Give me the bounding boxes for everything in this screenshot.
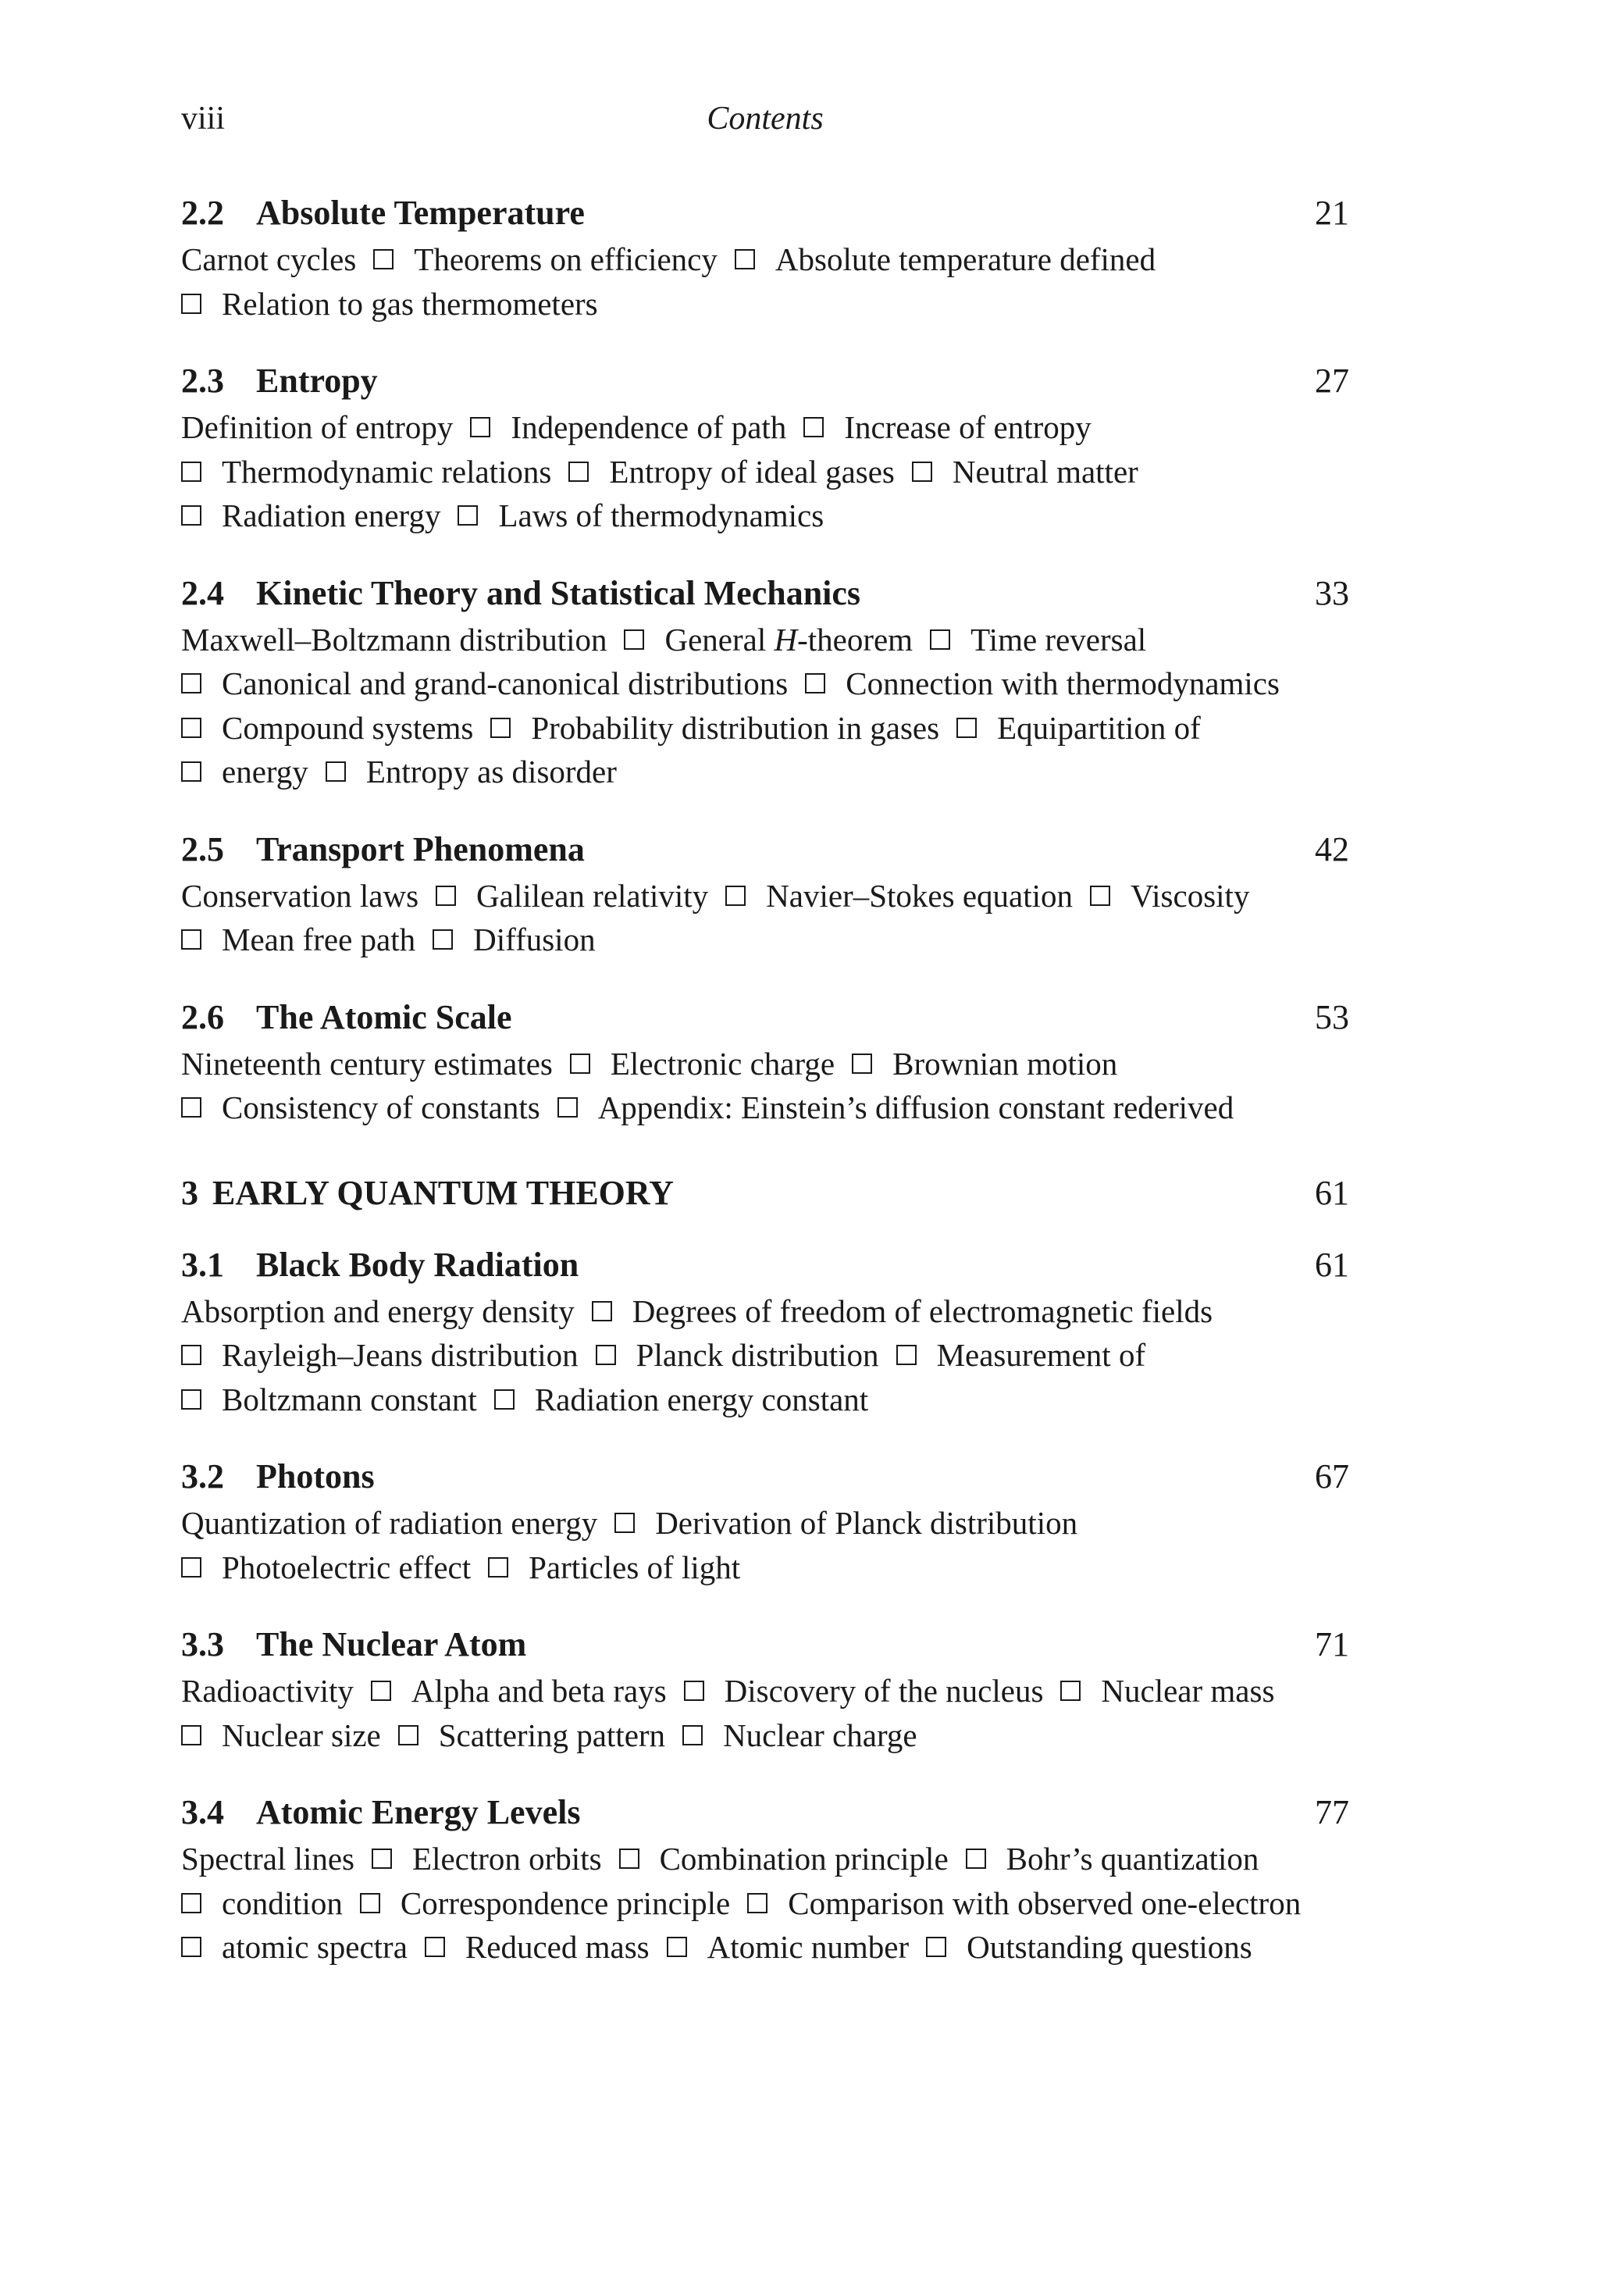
topic-list [181, 1669, 1349, 1757]
separator-box-icon [930, 629, 950, 650]
separator-box-icon [181, 462, 201, 482]
topic-line [181, 494, 1349, 538]
topic-item: Entropy as disorder [365, 754, 617, 790]
separator-box-icon [181, 1345, 201, 1365]
topic-item: Brownian motion [892, 1045, 1118, 1082]
topic-item: Absorption and energy density [181, 1292, 575, 1329]
section-title-line [181, 1454, 375, 1499]
separator-box-icon [425, 1937, 445, 1957]
toc-section[interactable] [181, 571, 1349, 794]
separator-box-icon [181, 1725, 201, 1745]
section-title: Entropy [256, 362, 378, 400]
topic-list [181, 1501, 1349, 1589]
separator-box-icon [398, 1725, 418, 1745]
chapter-title: EARLY QUANTUM THEORY [212, 1173, 674, 1212]
section-title-line [181, 191, 585, 236]
topic-item: Absolute temperature defined [775, 241, 1156, 277]
separator-box-icon [458, 505, 478, 526]
section-number: 2.6 [181, 997, 224, 1036]
topic-item: Radiation energy [222, 497, 441, 533]
toc-section[interactable] [181, 1790, 1349, 1970]
separator-box-icon [682, 1725, 703, 1745]
topic-line [181, 1546, 1349, 1590]
topic-item: condition [222, 1884, 343, 1921]
table-of-contents [181, 191, 1349, 2002]
separator-box-icon [1060, 1681, 1081, 1701]
topic-item: Atomic number [707, 1929, 910, 1965]
section-page-number: 77 [1315, 1793, 1349, 1831]
topic-item: Viscosity [1131, 877, 1250, 914]
separator-box-icon [1090, 886, 1110, 906]
topic-item: Carnot cycles [181, 241, 357, 277]
separator-box-icon [568, 462, 589, 482]
toc-section[interactable] [181, 995, 1349, 1130]
topic-item: Derivation of Planck distribution [655, 1505, 1078, 1541]
topic-list [181, 1837, 1349, 1970]
separator-box-icon [624, 629, 644, 650]
topic-item: Definition of entropy [181, 409, 454, 445]
topic-item: Particles of light [529, 1549, 741, 1585]
sections-chapter-3 [181, 1242, 1349, 1970]
topic-line [181, 706, 1349, 750]
section-heading [181, 191, 1349, 236]
section-title: Black Body Radiation [256, 1245, 579, 1284]
topic-item: Diffusion [473, 922, 596, 957]
topic-item: Consistency of constants [222, 1089, 540, 1125]
separator-box-icon [619, 1849, 639, 1869]
section-page-number: 61 [1315, 1245, 1349, 1284]
section-heading [181, 827, 1349, 872]
section-number: 3.4 [181, 1793, 224, 1831]
section-heading [181, 1622, 1349, 1667]
separator-box-icon [592, 1301, 612, 1321]
section-title-line [181, 358, 378, 404]
topic-item: Connection with thermodynamics [846, 665, 1280, 701]
separator-box-icon [181, 294, 201, 314]
topic-line [181, 1669, 1349, 1713]
topic-line [181, 1925, 1349, 1970]
toc-section[interactable] [181, 827, 1349, 962]
topic-item: Bohr’s quantization [1006, 1841, 1259, 1877]
separator-box-icon [614, 1513, 635, 1533]
topic-item: Comparison with observed one-electron [788, 1884, 1302, 1921]
topic-item: Outstanding questions [967, 1929, 1252, 1965]
separator-box-icon [181, 673, 201, 693]
topic-item: General H-theorem [664, 621, 913, 658]
topic-line [181, 450, 1349, 494]
topic-line [181, 874, 1349, 918]
separator-box-icon [570, 1054, 590, 1074]
topic-list [181, 618, 1349, 794]
section-title: Photons [256, 1457, 375, 1496]
topic-item: Probability distribution in gases [531, 709, 940, 746]
separator-box-icon [926, 1937, 946, 1957]
topic-item: Theorems on efficiency [414, 241, 718, 277]
topic-item: Laws of thermodynamics [498, 497, 824, 533]
topic-item: Conservation laws [181, 877, 419, 914]
topic-item: Appendix: Einstein’s diffusion constant rederived [597, 1089, 1234, 1125]
separator-box-icon [181, 761, 201, 782]
topic-item: Equipartition of [997, 709, 1201, 746]
topic-line [181, 405, 1349, 450]
topic-list [181, 405, 1349, 538]
separator-box-icon [596, 1345, 616, 1365]
separator-box-icon [326, 761, 346, 782]
topic-list [181, 1042, 1349, 1130]
topic-line [181, 1289, 1349, 1334]
section-heading [181, 1242, 1349, 1288]
section-title-line [181, 1242, 579, 1288]
topic-item: Thermodynamic relations [222, 453, 552, 490]
section-title: Kinetic Theory and Statistical Mechanics [256, 573, 861, 612]
topic-item: Nuclear mass [1101, 1673, 1275, 1709]
topic-item: Electron orbits [412, 1841, 602, 1877]
topic-item: Electronic charge [610, 1045, 835, 1082]
section-title-line [181, 827, 585, 872]
section-title: The Nuclear Atom [256, 1625, 527, 1663]
section-title: Absolute Temperature [256, 194, 585, 232]
section-heading [181, 1454, 1349, 1499]
topic-line [181, 1837, 1349, 1881]
section-number: 2.3 [181, 362, 224, 400]
separator-box-icon [181, 1097, 201, 1118]
topic-item: Rayleigh–Jeans distribution [222, 1337, 579, 1373]
separator-box-icon [181, 1893, 201, 1913]
separator-box-icon [490, 718, 511, 738]
section-page-number: 42 [1315, 829, 1349, 868]
topic-item: Nuclear charge [723, 1717, 917, 1753]
topic-item: Nineteenth century estimates [181, 1045, 553, 1082]
section-title: Transport Phenomena [256, 829, 585, 868]
section-heading [181, 571, 1349, 616]
section-page-number: 71 [1315, 1625, 1349, 1663]
topic-item: Alpha and beta rays [411, 1673, 667, 1709]
topic-item: Scattering pattern [438, 1717, 666, 1753]
separator-box-icon [181, 718, 201, 738]
section-number: 2.4 [181, 573, 224, 612]
separator-box-icon [371, 1681, 391, 1701]
topic-item: Correspondence principle [400, 1884, 731, 1921]
separator-box-icon [725, 886, 746, 906]
topic-line [181, 618, 1349, 662]
section-number: 3.2 [181, 1457, 224, 1496]
topic-list [181, 1289, 1349, 1422]
separator-box-icon [747, 1893, 767, 1913]
topic-line [181, 750, 1349, 794]
separator-box-icon [852, 1054, 872, 1074]
separator-box-icon [181, 505, 201, 526]
h-symbol: H [774, 621, 798, 658]
separator-box-icon [966, 1849, 986, 1869]
topic-item: Radioactivity [181, 1673, 354, 1709]
separator-box-icon [181, 1557, 201, 1578]
toc-section[interactable] [181, 1242, 1349, 1422]
section-page-number: 33 [1315, 573, 1349, 612]
separator-box-icon [956, 718, 977, 738]
topic-item: Photoelectric effect [222, 1549, 472, 1585]
section-number: 3.3 [181, 1625, 224, 1663]
topic-item: Neutral matter [952, 453, 1138, 490]
topic-item: Galilean relativity [476, 877, 709, 914]
separator-box-icon [667, 1937, 687, 1957]
topic-item: Degrees of freedom of electromagnetic fields [632, 1292, 1213, 1329]
running-head-title: Contents [707, 101, 824, 137]
section-title: The Atomic Scale [256, 997, 512, 1036]
separator-box-icon [436, 886, 456, 906]
section-page-number: 53 [1315, 997, 1349, 1036]
topic-item: Boltzmann constant [222, 1381, 477, 1417]
separator-box-icon [557, 1097, 578, 1118]
topic-item: Combination principle [659, 1841, 949, 1877]
chapter-heading [181, 1171, 1349, 1216]
chapter-number: 3 [181, 1173, 198, 1212]
toc-section[interactable] [181, 1622, 1349, 1757]
separator-box-icon [373, 249, 394, 269]
toc-section[interactable] [181, 191, 1349, 326]
topic-item: Navier–Stokes equation [766, 877, 1074, 914]
separator-box-icon [181, 1937, 201, 1957]
section-title-line [181, 995, 512, 1040]
topic-line [181, 1333, 1349, 1378]
topic-item: Planck distribution [636, 1337, 879, 1373]
topic-item: Mean free path [222, 922, 416, 957]
topic-line [181, 1713, 1349, 1758]
separator-box-icon [803, 417, 824, 437]
topic-line [181, 1501, 1349, 1546]
section-number: 3.1 [181, 1245, 224, 1284]
section-heading [181, 1790, 1349, 1835]
section-number: 2.5 [181, 829, 224, 868]
chapter-entry[interactable] [181, 1171, 1349, 1216]
section-page-number: 67 [1315, 1457, 1349, 1496]
separator-box-icon [470, 417, 490, 437]
topic-line [181, 918, 1349, 962]
topic-item: atomic spectra [222, 1929, 408, 1965]
section-title-line [181, 1790, 580, 1835]
separator-box-icon [805, 673, 825, 693]
separator-box-icon [181, 1389, 201, 1410]
separator-box-icon [181, 929, 201, 950]
topic-item: Maxwell–Boltzmann distribution [181, 621, 607, 658]
topic-line [181, 237, 1349, 282]
chapter-title-line [181, 1171, 674, 1216]
topic-item: Reduced mass [465, 1929, 650, 1965]
section-heading [181, 358, 1349, 404]
sections-chapter-2 [181, 191, 1349, 1130]
topic-item: Discovery of the nucleus [724, 1673, 1044, 1709]
topic-item: Radiation energy constant [534, 1381, 869, 1417]
topic-item: Time reversal [970, 621, 1147, 658]
topic-line [181, 282, 1349, 326]
topic-item: Quantization of radiation energy [181, 1505, 598, 1541]
separator-box-icon [684, 1681, 704, 1701]
separator-box-icon [896, 1345, 917, 1365]
chapter-page-number: 61 [1315, 1173, 1349, 1212]
toc-section[interactable] [181, 1454, 1349, 1589]
separator-box-icon [494, 1389, 515, 1410]
topic-item: Canonical and grand-canonical distributions [222, 665, 789, 701]
section-number: 2.2 [181, 194, 224, 232]
section-title-line [181, 1622, 526, 1667]
topic-item: Nuclear size [222, 1717, 381, 1753]
topic-item: Entropy of ideal gases [609, 453, 895, 490]
separator-box-icon [488, 1557, 508, 1578]
running-head [181, 100, 1349, 147]
section-title: Atomic Energy Levels [256, 1793, 581, 1831]
section-heading [181, 995, 1349, 1040]
topic-line [181, 1378, 1349, 1422]
topic-line [181, 1042, 1349, 1086]
topic-item: Increase of entropy [844, 409, 1092, 445]
topic-list [181, 237, 1349, 326]
topic-line [181, 1881, 1349, 1926]
separator-box-icon [912, 462, 932, 482]
separator-box-icon [433, 929, 453, 950]
topic-item: Spectral lines [181, 1841, 355, 1877]
topic-item: Compound systems [222, 709, 474, 746]
separator-box-icon [372, 1849, 392, 1869]
topic-item: Independence of path [511, 409, 787, 445]
topic-line [181, 1086, 1349, 1130]
section-title-line [181, 571, 860, 616]
toc-section[interactable] [181, 358, 1349, 538]
topic-item: Measurement of [936, 1337, 1146, 1373]
topic-item: Relation to gas thermometers [222, 285, 598, 322]
page-folio: viii [181, 101, 226, 137]
topic-list [181, 874, 1349, 962]
topic-line [181, 661, 1349, 706]
topic-item: energy [222, 754, 308, 790]
section-page-number: 21 [1315, 194, 1349, 232]
section-page-number: 27 [1315, 362, 1349, 400]
separator-box-icon [735, 249, 755, 269]
separator-box-icon [360, 1893, 380, 1913]
